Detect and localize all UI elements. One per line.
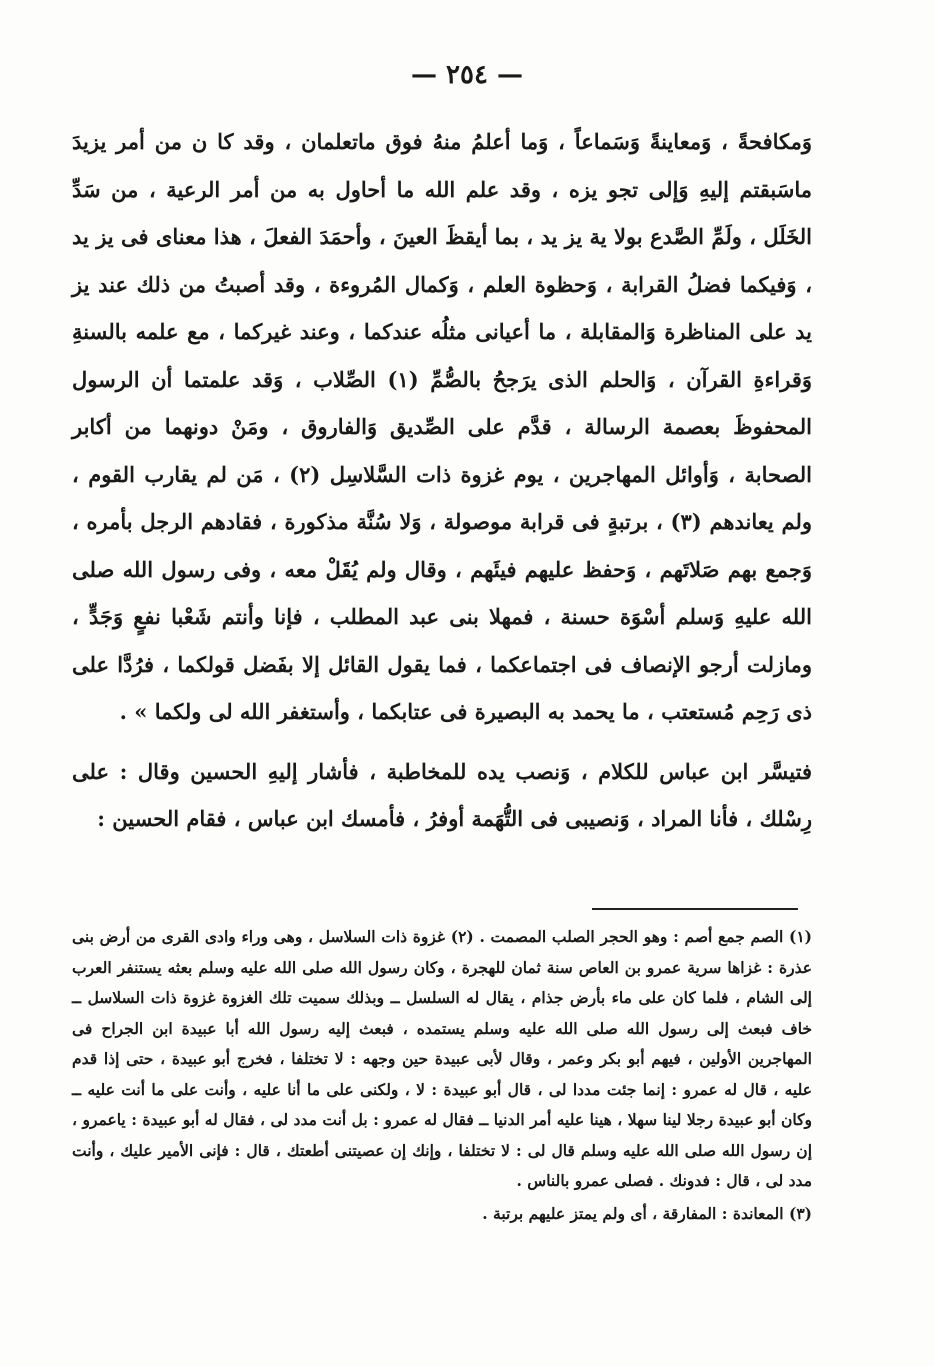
- footnote-3: (٣) المعاندة : المفارقة ، أى ولم يمتز عليهم برتبة .: [482, 1203, 812, 1223]
- main-text: [72, 118, 812, 843]
- footnote-separator: [592, 908, 798, 910]
- footnotes: [72, 922, 812, 1229]
- paragraph-2: فتيسَّر ابن عباس للكلام ، وَنصب يده للمخاطبة ، فأشار إليهِ الحسين وقال : على رِسْلك ، فأنا المراد ، وَنصيبى فى التُّهَمة أوفرُ ، فأمسك ابن عباس ، فقام الحسين :: [72, 758, 812, 831]
- footnote-1-2: (١) الصم جمع أصم : وهو الحجر الصلب المصمت . (٢) غزوة ذات السلاسل ، وهى وراء وادى القرى من أرض بنى عذرة : غزاها سرية عمرو بن العاص سنة ثمان للهجرة ، وكان رسول الله صلى الله عليه وسلم بعثه يستنفر العرب إلى الشام ، فلما كان على ماء بأرض جذام ، يقال له السلسل ــ وبذلك سميت تلك الغزوة غزوة ذات السلاسل ــ خاف فبعث إلى رسول الله صلى الله عليه وسلم يستمده ، فبعث إليه رسول الله أبا عبيدة ابن الجراح فى المهاجرين الأولين ، فيهم أبو بكر وعمر ، وقال لأبى عبيدة حين وجهه : لا تختلفا ، فخرج أبو عبيدة ، حتى إذا قدم عليه ، قال له عمرو : إنما جئت مددا لى ، قال أبو عبيدة : لا ، ولكنى على ما أنا عليه ، وأنت على ما أنت عليه ــ وكان أبو عبيدة رجلا لينا سهلا ، هينا عليه أمر الدنيا ــ فقال له عمرو : بل أنت مدد لى ، فقال له أبو عبيدة : ياعمرو ، إن رسول الله صلى الله عليه وسلم قال لى : لا تختلفا ، وإنك إن عصيتنى أطعتك ، قال : فإنى الأمير عليك ، وأنت مدد لى ، قال : فدونك . فصلى عمرو بالناس .: [72, 927, 812, 1190]
- paragraph-1: وَمكافحةً ، وَمعاينةً وَسَماعاً ، وَما أعلمُ منهُ فوق ماتعلمان ، وقد كا ن من أمر يزيدَ ماسَبقتم إليهِ وَإلى تجو يزه ، وقد علم الله ما أحاول به من أمر الرعية ، من سَدِّ الخَلَل ، ولَمِّ الصَّدع بولا ية يز يد ، بما أيقظَ العينَ ، وأحمَدَ الفعلَ ، هذا معناى فى يز يد ، وَفيكما فضلُ القرابة ، وَحظوة العلم ، وَكمال المُروءة ، وقد أصبتُ من ذلك عند يز يد على المناظرة وَالمقابلة ، ما أعيانى مثلُه عندكما ، وعند غيركما ، مع علمه بالسنةِ وَقراءةِ القرآن ، وَالحلم الذى يرَجحُ بالصُّمِّ (١) الصِّلاب ، وَقد علمتما أن الرسول المحفوظَ بعصمة الرسالة ، قدَّم على الصِّديق وَالفاروق ، ومَنْ دونهما من أكابر الصحابة ، وَأوائل المهاجرين ، يوم غزوة ذات السَّلاسِل (٢) ، مَن لم يقارب القوم ، ولم يعاندهم (٣) ، برتبةٍ فى قرابة موصولة ، وَلا سُنَّة مذكورة ، فقادهم الرجل بأمره ، وَجمع بهم صَلاتَهم ، وَحفظ عليهم فيئَهم ، وقال ولم يُقَلْ معه ، وفى رسول الله صلى الله عليهِ وَسلم أسْوَة حسنة ، فمهلا بنى عبد المطلب ، فإنا وأنتم شَعْبا نفعٍ وَجَدٍّ ، ومازلت أرجو الإنصاف فى اجتماعكما ، فما يقول القائل إلا بفَضل قولكما ، فرُدَّا على ذى رَحِم مُستعتب ، ما يحمد به البصيرة فى عتابكما ، وأستغفر الله لى ولكما » .: [72, 129, 812, 724]
- page-number: — ٢٥٤ —: [410, 60, 524, 90]
